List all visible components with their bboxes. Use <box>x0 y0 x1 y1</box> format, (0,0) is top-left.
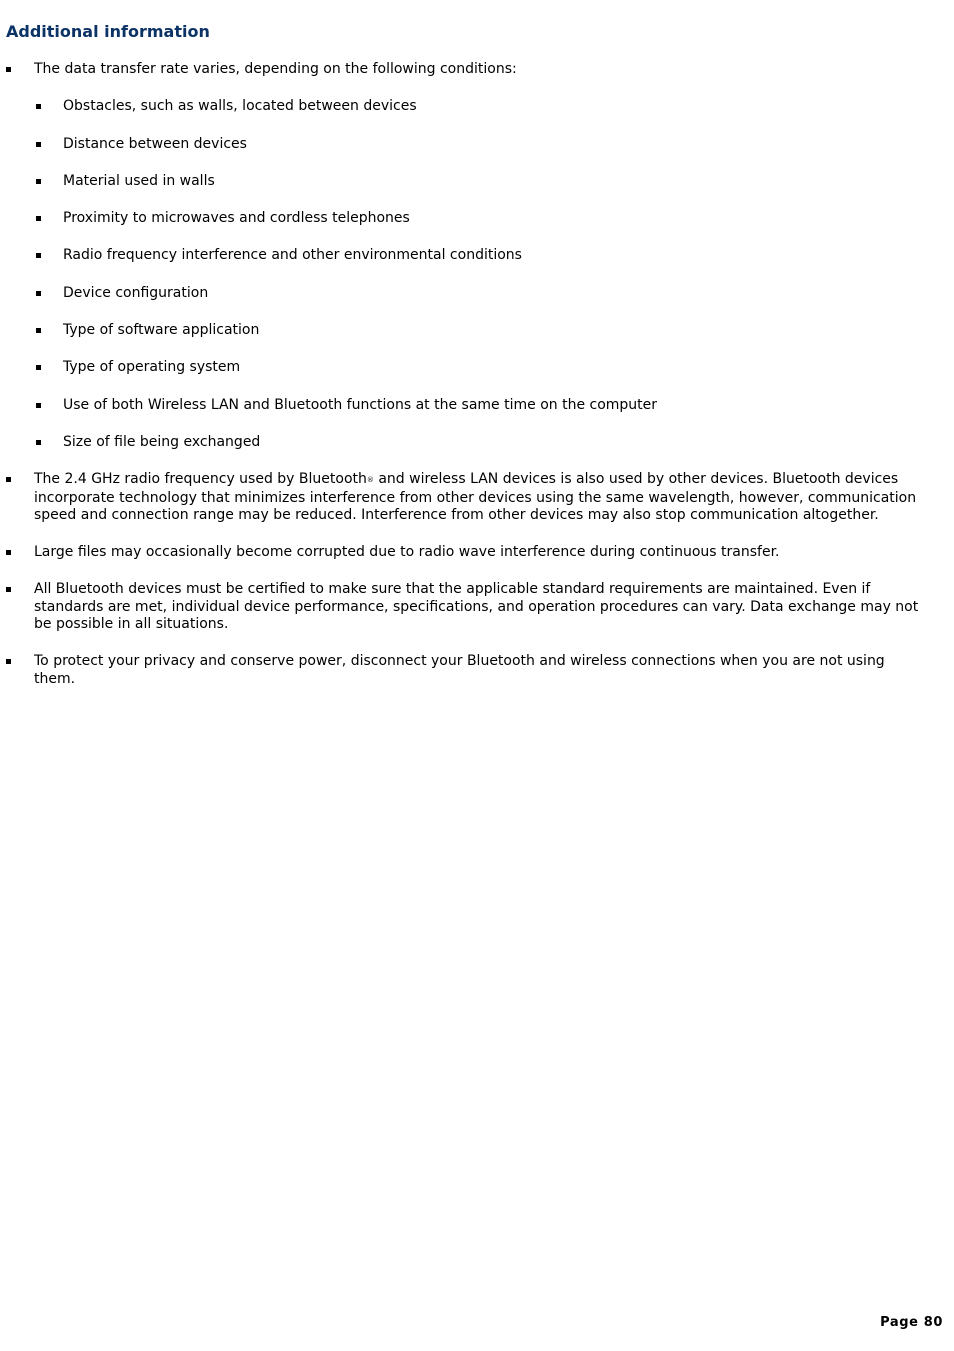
sub-list-item <box>0 434 930 451</box>
square-bullet-icon <box>6 550 11 555</box>
registered-mark: ® <box>366 476 374 485</box>
square-bullet-icon <box>36 216 41 221</box>
sub-list-item <box>0 173 930 190</box>
square-bullet-icon <box>36 328 41 333</box>
sub-list-item <box>0 247 930 264</box>
square-bullet-icon <box>6 477 11 482</box>
square-bullet-icon <box>36 104 41 109</box>
list-item-text: Device configuration <box>63 284 209 301</box>
sub-list-item <box>0 136 930 153</box>
list-item-text: Radio frequency interference and other environmental conditions <box>63 247 522 264</box>
list-item <box>0 653 930 688</box>
sub-list-item <box>0 210 930 227</box>
sub-list-item <box>0 98 930 115</box>
square-bullet-icon <box>36 291 41 296</box>
page-number: Page 80 <box>880 1315 943 1330</box>
square-bullet-icon <box>6 587 11 592</box>
square-bullet-icon <box>36 253 41 258</box>
list-item-text: Use of both Wireless LAN and Bluetooth functions at the same time on the computer <box>63 396 658 413</box>
list-item-text: Distance between devices <box>63 135 247 152</box>
square-bullet-icon <box>36 179 41 184</box>
list-item-text: All Bluetooth devices must be certified to make sure that the applicable standard requirements are maintained. Even if standards are met, individual device performance, specifications, and operation procedures can vary. Data exchange may not be possible in all situations. <box>34 581 919 632</box>
list-item-text: Large files may occasionally become corrupted due to radio wave interference during continuous transfer. <box>34 544 780 561</box>
list-item-text: Type of operating system <box>63 359 241 376</box>
text-segment: and wireless LAN devices is also used by other devices. Bluetooth devices incorporate technology that minimizes interference from other devices using the same wavelength, however, communication speed and connection range may be reduced. Interference from other devices may also stop communication altogether. <box>34 471 917 523</box>
text-segment: The 2.4 GHz radio frequency used by Bluetooth <box>34 471 367 488</box>
bullet-list <box>0 61 930 708</box>
list-item <box>0 471 930 524</box>
list-item-text: Size of file being exchanged <box>63 433 261 450</box>
square-bullet-icon <box>36 403 41 408</box>
list-item-text: The data transfer rate varies, depending on the following conditions: <box>34 61 517 77</box>
list-item-text <box>34 471 916 523</box>
list-item-text: Proximity to microwaves and cordless telephones <box>63 210 410 227</box>
list-item <box>0 581 930 633</box>
list-item-text: Material used in walls <box>63 172 215 189</box>
square-bullet-icon <box>6 67 11 72</box>
sub-list-item <box>0 397 930 414</box>
square-bullet-icon <box>36 440 41 445</box>
sub-list-item <box>0 359 930 376</box>
square-bullet-icon <box>36 142 41 147</box>
list-item-text: Type of software application <box>63 322 260 339</box>
list-item-text: To protect your privacy and conserve power, disconnect your Bluetooth and wireless connections when you are not using them. <box>34 653 885 687</box>
sub-list-item <box>0 322 930 339</box>
list-item <box>0 61 930 78</box>
sub-list-item <box>0 285 930 302</box>
square-bullet-icon <box>36 365 41 370</box>
section-heading: Additional information <box>6 22 210 41</box>
list-item-text: Obstacles, such as walls, located between devices <box>63 98 417 115</box>
list-item <box>0 544 930 561</box>
square-bullet-icon <box>6 659 11 664</box>
